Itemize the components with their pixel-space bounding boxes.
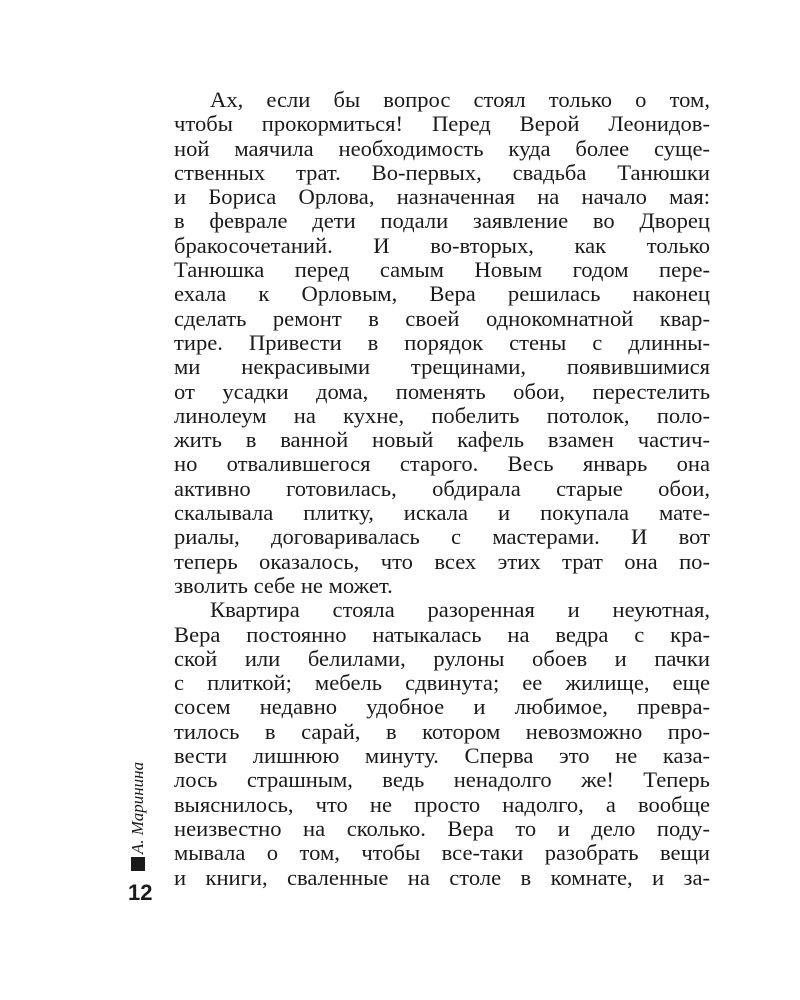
text-line: зволить себе не может. [174,572,393,598]
paragraph-1 [174,88,710,598]
text-line: активно готовилась, обдирала старые обои, [174,475,710,501]
text-line: лось страшным, ведь ненадолго же! Теперь [174,767,710,793]
text-line: и книги, сваленные на столе в комнате, и за- [174,864,710,890]
text-line: Ах, если бы вопрос стоял только о том, [210,87,710,112]
text-line: сосем недавно удобное и любимое, превра- [174,694,710,720]
text-line: и Бориса Орлова, назначенная на начало мая: [174,184,710,210]
text-line: тире. Привести в порядок стены с длинны- [174,329,710,355]
page-number: 12 [128,880,153,905]
text-line: теперь оказалось, что всех этих трат она по- [174,548,710,574]
text-line: сделать ремонт в своей однокомнатной квар- [174,305,710,331]
text-line: с плиткой; мебель сдвинута; ее жилище, еще [174,670,710,696]
text-line: бракосочетаний. И во-вторых, как только [174,232,710,258]
text-line: чтобы прокормиться! Перед Верой Леонидов- [174,111,710,137]
text-line: мывала о том, чтобы все-таки разобрать вещи [174,840,710,866]
text-line: Танюшка перед самым Новым годом пере- [174,257,710,283]
text-line: вести лишнюю минуту. Сперва это не каза- [174,743,710,769]
text-line: выяснилось, что не просто надолго, а вообще [174,791,710,817]
text-line: Вера постоянно натыкалась на ведра с кра- [174,621,710,647]
author-name: А. Маринина [128,761,148,854]
text-line: в феврале дети подали заявление во Дворец [174,208,710,234]
running-head [127,760,149,855]
square-marker-icon [131,857,145,871]
text-line: но отвалившегося старого. Весь январь она [174,451,710,477]
text-line: ми некрасивыми трещинами, появившимися [174,354,710,380]
text-line: скалывала плитку, искала и покупала мате- [174,500,710,526]
text-line: тилось в сарай, в котором невозможно про- [174,718,710,744]
text-line: ской или белилами, рулоны обоев и пачки [174,645,710,671]
text-line: риалы, договаривалась с мастерами. И вот [174,524,710,550]
text-line: ехала к Орловым, Вера решилась наконец [174,281,710,307]
body-text [174,88,710,890]
text-line: линолеум на кухне, побелить потолок, поло- [174,402,710,428]
text-line: жить в ванной новый кафель взамен частич- [174,427,710,453]
text-line: ственных трат. Во-первых, свадьба Танюшки [174,159,710,185]
text-line: неизвестно на сколько. Вера то и дело поду- [174,815,710,841]
text-line: Квартира стояла разоренная и неуютная, [210,597,710,623]
paragraph-2 [174,598,710,890]
text-line: от усадки дома, поменять обои, перестелить [174,378,710,404]
text-line: ной маячила необходимость куда более суще- [174,135,710,161]
